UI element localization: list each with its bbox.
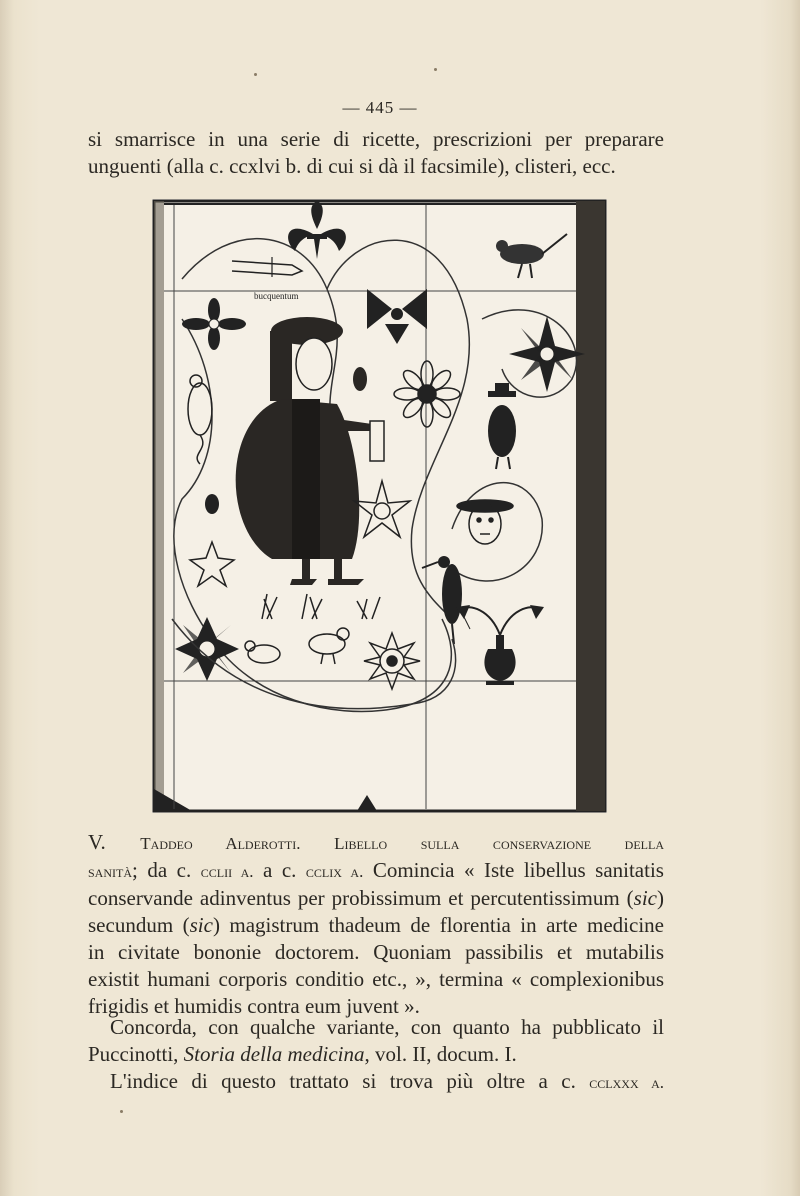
facsimile-drawing xyxy=(152,199,607,813)
entry-line-1 xyxy=(88,829,664,857)
ink-speck xyxy=(254,73,257,76)
intro-paragraph xyxy=(88,126,664,180)
figure-inscription: bucquentum xyxy=(254,291,299,301)
ink-speck xyxy=(434,68,437,71)
page-number: — 445 — xyxy=(342,98,418,117)
entry-line-3 xyxy=(88,885,664,912)
intro-line-1: si smarrisce in una serie di ricette, prescrizioni per preparare xyxy=(88,127,664,151)
intro-line-2: unguenti (alla c. ccxlvi b. di cui si dà il facsimile), clisteri, ecc. xyxy=(88,154,616,178)
entry-line-2-render: sanità; da c. cclii a. a c. cclix a. Comincia « Iste libellus sanitatis xyxy=(88,858,664,882)
entry-line-6 xyxy=(88,966,664,993)
entry-line-2 xyxy=(88,857,664,885)
ink-speck xyxy=(120,1110,123,1113)
facsimile-illustration xyxy=(152,199,607,813)
entry-line-5 xyxy=(88,939,664,966)
entry-line-6-render: existit humani corporis conditio etc., », termina « complexionibus xyxy=(88,967,664,991)
concorda-line-3 xyxy=(88,1068,664,1096)
concorda-line-2-render: Puccinotti, Storia della medicina, vol. II, docum. I. xyxy=(88,1042,517,1066)
concorda-line-1 xyxy=(88,1014,664,1041)
entry-paragraph xyxy=(88,829,664,1020)
concorda-line-3-render: L'indice di questo trattato si trova più oltre a c. cclxxx a. xyxy=(110,1069,664,1093)
entry-line-7-render: frigidis et humidis contra eum juvent ». xyxy=(88,994,420,1018)
entry-line-3-render: conservande adinventus per probissimum et percutentissimum (sic) xyxy=(88,886,664,910)
entry-line-4-render: secundum (sic) magistrum thadeum de florentia in arte medicine xyxy=(88,913,664,937)
entry-line-4 xyxy=(88,912,664,939)
concorda-paragraph xyxy=(88,1014,664,1096)
concorda-line-1-render: Concorda, con qualche variante, con quanto ha pubblicato il xyxy=(110,1015,664,1039)
entry-line-1-render: V. Taddeo Alderotti. Libello sulla conservazione della xyxy=(88,830,664,854)
entry-line-5-render: in civitate bononie doctorem. Quoniam passibilis et mutabilis xyxy=(88,940,664,964)
concorda-line-2 xyxy=(88,1041,664,1068)
